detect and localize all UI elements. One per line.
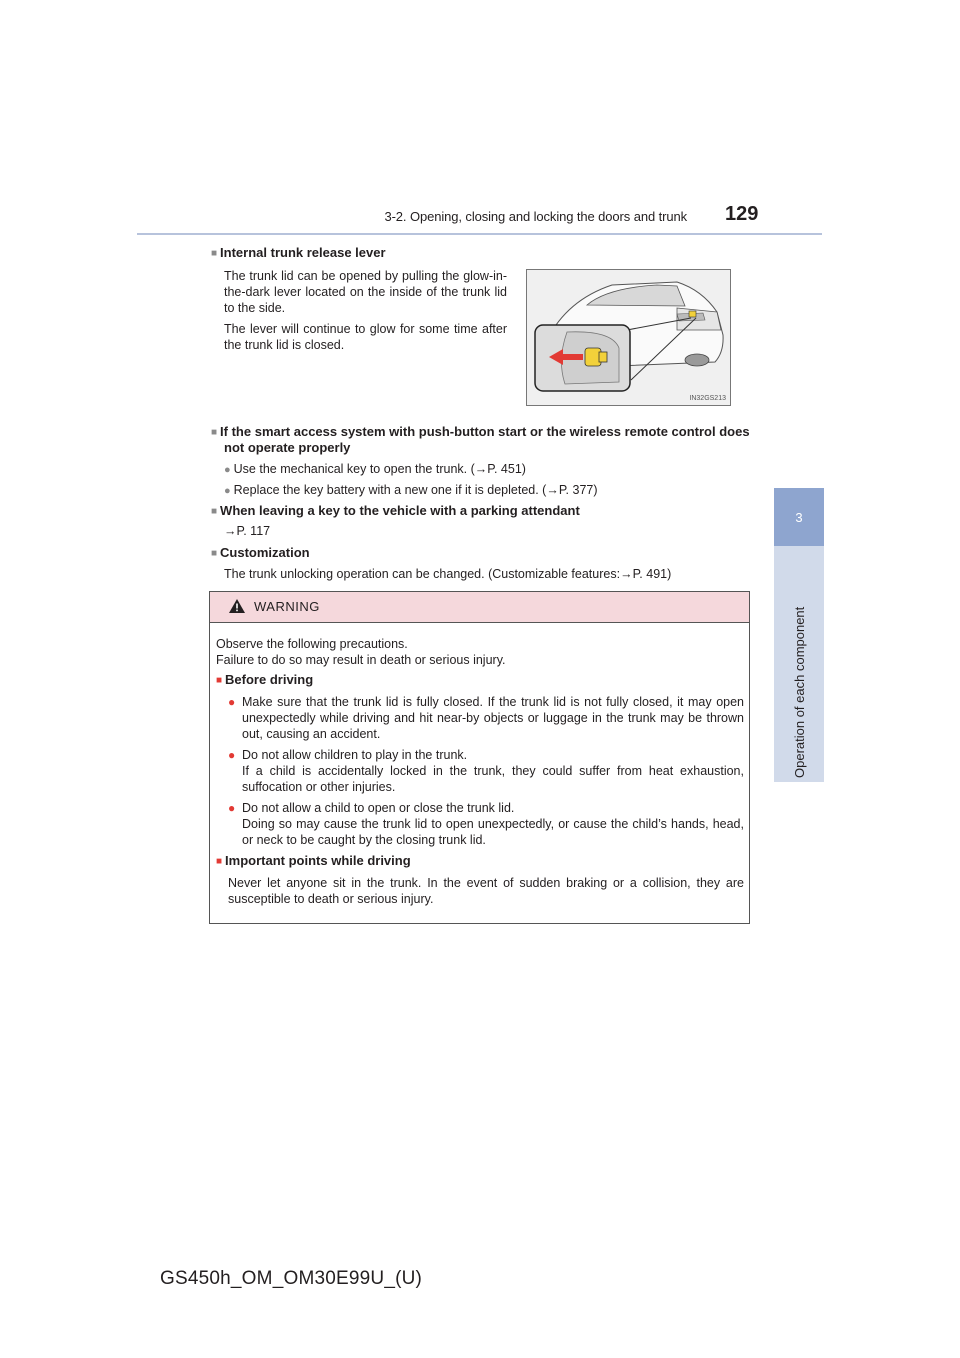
square-bullet-icon: ■: [211, 548, 218, 559]
list-item: ● Replace the key battery with a new one if it is depleted. (→P. 377): [224, 483, 598, 497]
warning-header: [210, 592, 749, 623]
square-bullet-icon: ■: [211, 506, 218, 517]
warning-triangle-icon: [228, 598, 246, 614]
trunk-lever-illustration: [526, 269, 731, 406]
document-code: GS450h_OM_OM30E99U_(U): [160, 1268, 423, 1289]
section-heading-smart-access-line2: not operate properly: [224, 440, 351, 455]
warning-bullet: ● Do not allow a child to open or close the trunk lid. Doing so may cause the trunk lid to open unexpectedly, or cause the child’s hands, head, or neck to be caught by the closing trunk lid.: [228, 801, 744, 847]
list-item: ● Use the mechanical key to open the trunk. (→P. 451): [224, 462, 526, 476]
round-bullet-icon: ●: [228, 748, 236, 762]
section-heading-parking-attendant: ■ When leaving a key to the vehicle with a parking attendant: [211, 503, 580, 518]
internal-release-para1: The trunk lid can be opened by pulling the glow-in-the-dark lever located on the inside of the trunk lid to the side.: [224, 269, 507, 315]
warning-important-text: Never let anyone sit in the trunk. In the event of sudden braking or a collision, they are susceptible to death or serious injury.: [228, 876, 744, 906]
warning-title: WARNING: [254, 599, 320, 614]
section-heading-smart-access: ■ If the smart access system with push-button start or the wireless remote control does: [211, 424, 750, 439]
warning-heading-before-driving: ■ Before driving: [216, 672, 314, 687]
warning-intro-1: Observe the following precautions.: [216, 637, 408, 651]
section-heading-customization: ■ Customization: [211, 545, 310, 560]
internal-release-para2: The lever will continue to glow for some time after the trunk lid is closed.: [224, 322, 507, 352]
round-bullet-icon: ●: [224, 464, 231, 476]
car-trunk-drawing: [527, 270, 730, 405]
parking-attendant-ref: →P. 117: [224, 524, 271, 538]
chapter-tab: [774, 488, 824, 546]
round-bullet-icon: ●: [228, 695, 236, 709]
running-header: 3-2. Opening, closing and locking the doors and trunk: [384, 209, 687, 224]
square-bullet-icon: ■: [211, 248, 218, 259]
chapter-title: Operation of each component: [792, 606, 807, 778]
chapter-number: 3: [795, 509, 803, 525]
figure-code: IN32GS213: [689, 395, 726, 402]
square-bullet-icon: ■: [216, 675, 223, 686]
section-heading-internal-release: ■ Internal trunk release lever: [211, 245, 386, 260]
customization-text: The trunk unlocking operation can be changed. (Customizable features:→P. 491): [224, 567, 672, 581]
warning-bullet: ● Make sure that the trunk lid is fully closed. If the trunk lid is not fully closed, it may open unexpectedly while driving and hit near-by objects or luggage in the trunk may be thrown out, causing an accident.: [228, 695, 744, 741]
round-bullet-icon: ●: [224, 485, 231, 497]
warning-box: [209, 591, 750, 924]
square-bullet-icon: ■: [211, 427, 218, 438]
round-bullet-icon: ●: [228, 801, 236, 815]
header-rule: [137, 233, 822, 235]
warning-intro-2: Failure to do so may result in death or serious injury.: [216, 653, 506, 667]
square-bullet-icon: ■: [216, 856, 223, 867]
warning-bullet: ● Do not allow children to play in the trunk. If a child is accidentally locked in the trunk, they could suffer from heat exhaustion, suffocation or other injuries.: [228, 748, 744, 794]
page-number: 129: [725, 203, 759, 225]
warning-heading-important-points: ■ Important points while driving: [216, 853, 411, 868]
